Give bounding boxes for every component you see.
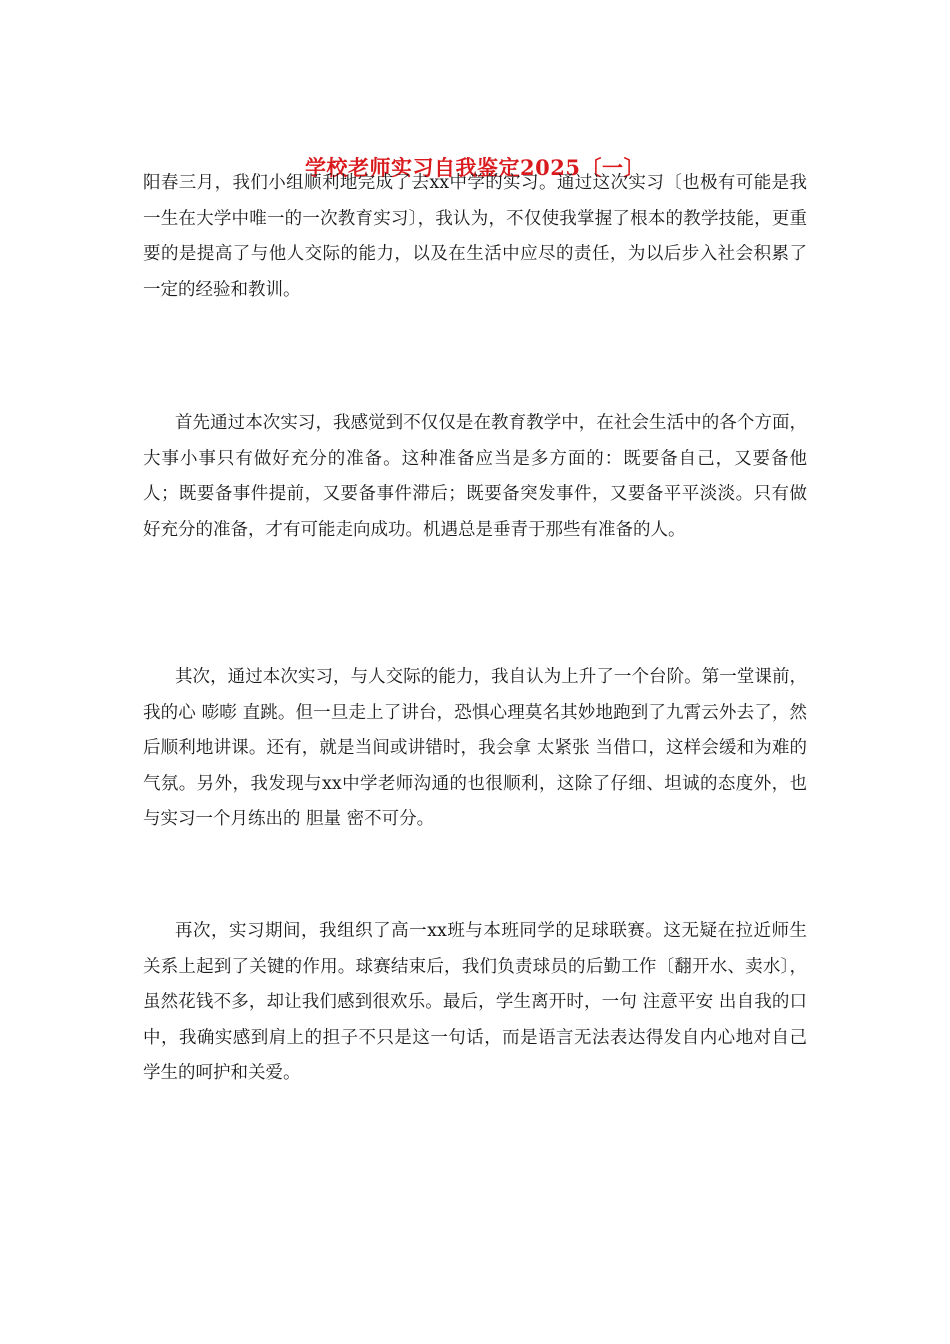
- paragraph-communication: 其次，通过本次实习，与人交际的能力，我自认为上升了一个台阶。第一堂课前，我的心 嘭嘭 直跳。但一旦走上了讲台，恐惧心理莫名其妙地跑到了九霄云外去了，然后顺利地讲课。还有，就是当间或讲错时，我会拿 太紧张 当借口，这样会缓和为难的气氛。另外，我发现与xx中学老师沟通的也很顺利，这除了仔细、坦诚的态度外，也与实习一个月练出的 胆量 密不可分。: [143, 667, 807, 830]
- paragraph-preparation: 首先通过本次实习，我感觉到不仅仅是在教育教学中，在社会生活中的各个方面，大事小事只有做好充分的准备。这种准备应当是多方面的：既要备自己，又要备他人；既要备事件提前，又要备事件滞后；既要备突发事件，又要备平平淡淡。只有做好充分的准备，才有可能走向成功。机遇总是垂青于那些有准备的人。: [143, 413, 807, 540]
- paragraph-intro: 阳春三月，我们小组顺利地完成了去xx中学的实习。通过这次实习〔也极有可能是我一生在大学中唯一的一次教育实习〕，我认为，不仅使我掌握了根本的教学技能，更重要的是提高了与他人交际的能力，以及在生活中应尽的责任，为以后步入社会积累了一定的经验和教训。: [143, 173, 807, 300]
- paragraph-football-match: 再次，实习期间，我组织了高一xx班与本班同学的足球联赛。这无疑在拉近师生关系上起到了关键的作用。球赛结束后，我们负责球员的后勤工作〔翻开水、卖水〕，虽然花钱不多，却让我们感到很欢乐。最后，学生离开时，一句 注意平安 出自我的口中，我确实感到肩上的担子不只是这一句话，而是语言无法表达得发自内心地对自己学生的呵护和关爱。: [143, 921, 807, 1084]
- document-title: 学校老师实习自我鉴定2025〔一〕: [305, 155, 645, 180]
